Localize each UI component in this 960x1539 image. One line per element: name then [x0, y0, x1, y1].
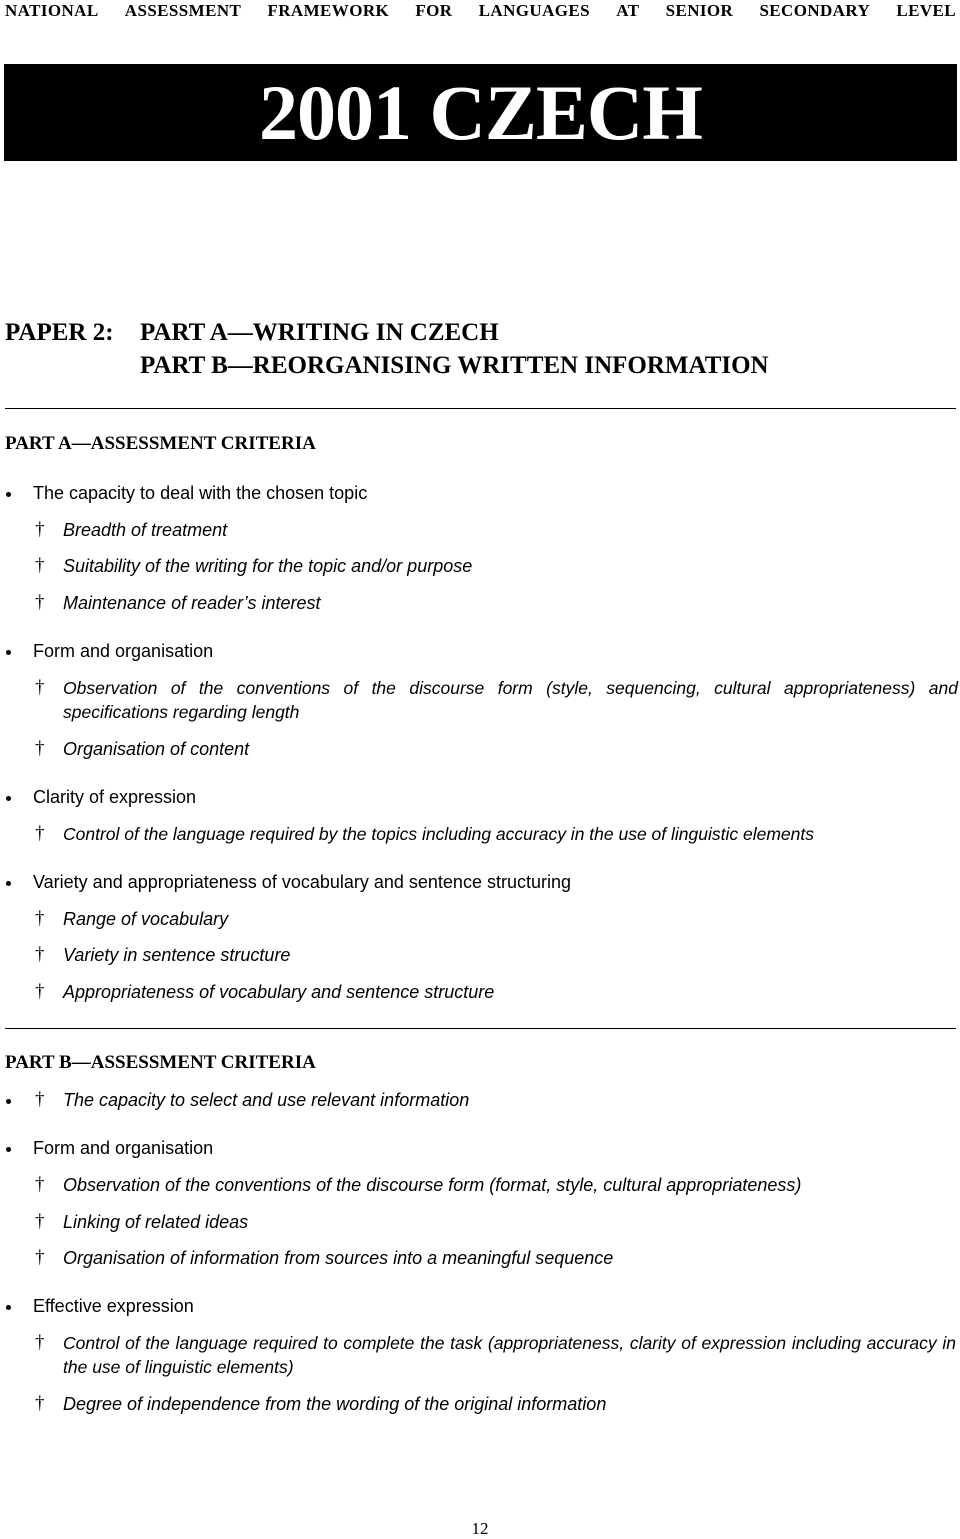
- bullet-icon: [6, 1099, 11, 1104]
- criterion-item: Variety in sentence structure: [63, 945, 291, 965]
- bullet-icon: [6, 650, 11, 655]
- criterion-item: Linking of related ideas: [63, 1212, 249, 1232]
- header-word: SENIOR: [665, 1, 734, 20]
- title-banner: [4, 64, 957, 161]
- criterion-item: Breadth of treatment: [63, 520, 228, 540]
- criterion-item: Observation of the conventions of the discourse form (style, sequencing, cultural appropriateness) and specifications regarding length: [63, 678, 958, 722]
- dagger-icon: †: [35, 592, 45, 613]
- header-word: FOR: [415, 1, 453, 20]
- dagger-icon: †: [35, 1332, 45, 1353]
- dagger-icon: †: [35, 677, 45, 698]
- dagger-icon: †: [35, 738, 45, 759]
- bullet-icon: [6, 881, 11, 886]
- header-word: AT: [616, 1, 640, 20]
- divider-rule: [5, 408, 956, 409]
- divider-rule: [5, 1028, 956, 1029]
- part-b-heading: PART B—ASSESSMENT CRITERIA: [5, 1052, 316, 1073]
- criterion-item: Range of vocabulary: [63, 909, 229, 929]
- bullet-icon: [6, 1305, 11, 1310]
- criterion-item: Degree of independence from the wording of the original information: [63, 1394, 607, 1414]
- header-word: NATIONAL: [5, 1, 99, 20]
- header-word: FRAMEWORK: [267, 1, 390, 20]
- criterion-item: Control of the language required to complete the task (appropriateness, clarity of expression including accuracy in the use of linguistic elements): [63, 1333, 956, 1377]
- page-number: 12: [471, 1519, 489, 1538]
- criterion-item: Maintenance of reader’s interest: [63, 593, 321, 613]
- bullet-icon: [6, 796, 11, 801]
- criterion-item: Observation of the conventions of the discourse form (format, style, cultural appropriateness): [63, 1175, 802, 1195]
- dagger-icon: †: [35, 1393, 45, 1414]
- paper-part-b-title: PART B—REORGANISING WRITTEN INFORMATION: [140, 352, 769, 379]
- dagger-icon: †: [35, 1247, 45, 1268]
- criterion-label: Clarity of expression: [33, 787, 197, 807]
- header-word: LEVEL: [896, 1, 956, 20]
- criterion-item: Suitability of the writing for the topic and/or purpose: [63, 556, 473, 576]
- criterion-label: Form and organisation: [33, 641, 214, 661]
- paper-part-a-title: PART A—WRITING IN CZECH: [140, 319, 499, 346]
- dagger-icon: †: [35, 555, 45, 576]
- criterion-label: Form and organisation: [33, 1138, 214, 1158]
- running-header: [5, 0, 956, 22]
- header-word: SECONDARY: [759, 1, 871, 20]
- criterion-item: Organisation of information from sources into a meaningful sequence: [63, 1248, 614, 1268]
- dagger-icon: †: [35, 981, 45, 1002]
- part-a-heading: PART A—ASSESSMENT CRITERIA: [5, 433, 316, 454]
- dagger-icon: †: [35, 1089, 45, 1110]
- bullet-icon: [6, 492, 11, 497]
- dagger-icon: †: [35, 944, 45, 965]
- dagger-icon: †: [35, 519, 45, 540]
- dagger-icon: †: [35, 1211, 45, 1232]
- criterion-label: Variety and appropriateness of vocabulary and sentence structuring: [33, 872, 571, 892]
- page-title: 2001 CZECH: [259, 68, 702, 156]
- criterion-label: The capacity to deal with the chosen topic: [33, 483, 368, 503]
- dagger-icon: †: [35, 1174, 45, 1195]
- dagger-icon: †: [35, 823, 45, 844]
- bullet-icon: [6, 1147, 11, 1152]
- criterion-item: Control of the language required by the topics including accuracy in the use of linguistic elements: [63, 824, 814, 844]
- paper-label: PAPER 2:: [5, 319, 114, 346]
- header-word: ASSESSMENT: [124, 1, 242, 20]
- criterion-label: The capacity to select and use relevant information: [63, 1090, 470, 1110]
- criterion-item: Appropriateness of vocabulary and sentence structure: [63, 982, 495, 1002]
- dagger-icon: †: [35, 908, 45, 929]
- criterion-item: Organisation of content: [63, 739, 250, 759]
- header-word: LANGUAGES: [478, 1, 590, 20]
- criterion-label: Effective expression: [33, 1296, 194, 1316]
